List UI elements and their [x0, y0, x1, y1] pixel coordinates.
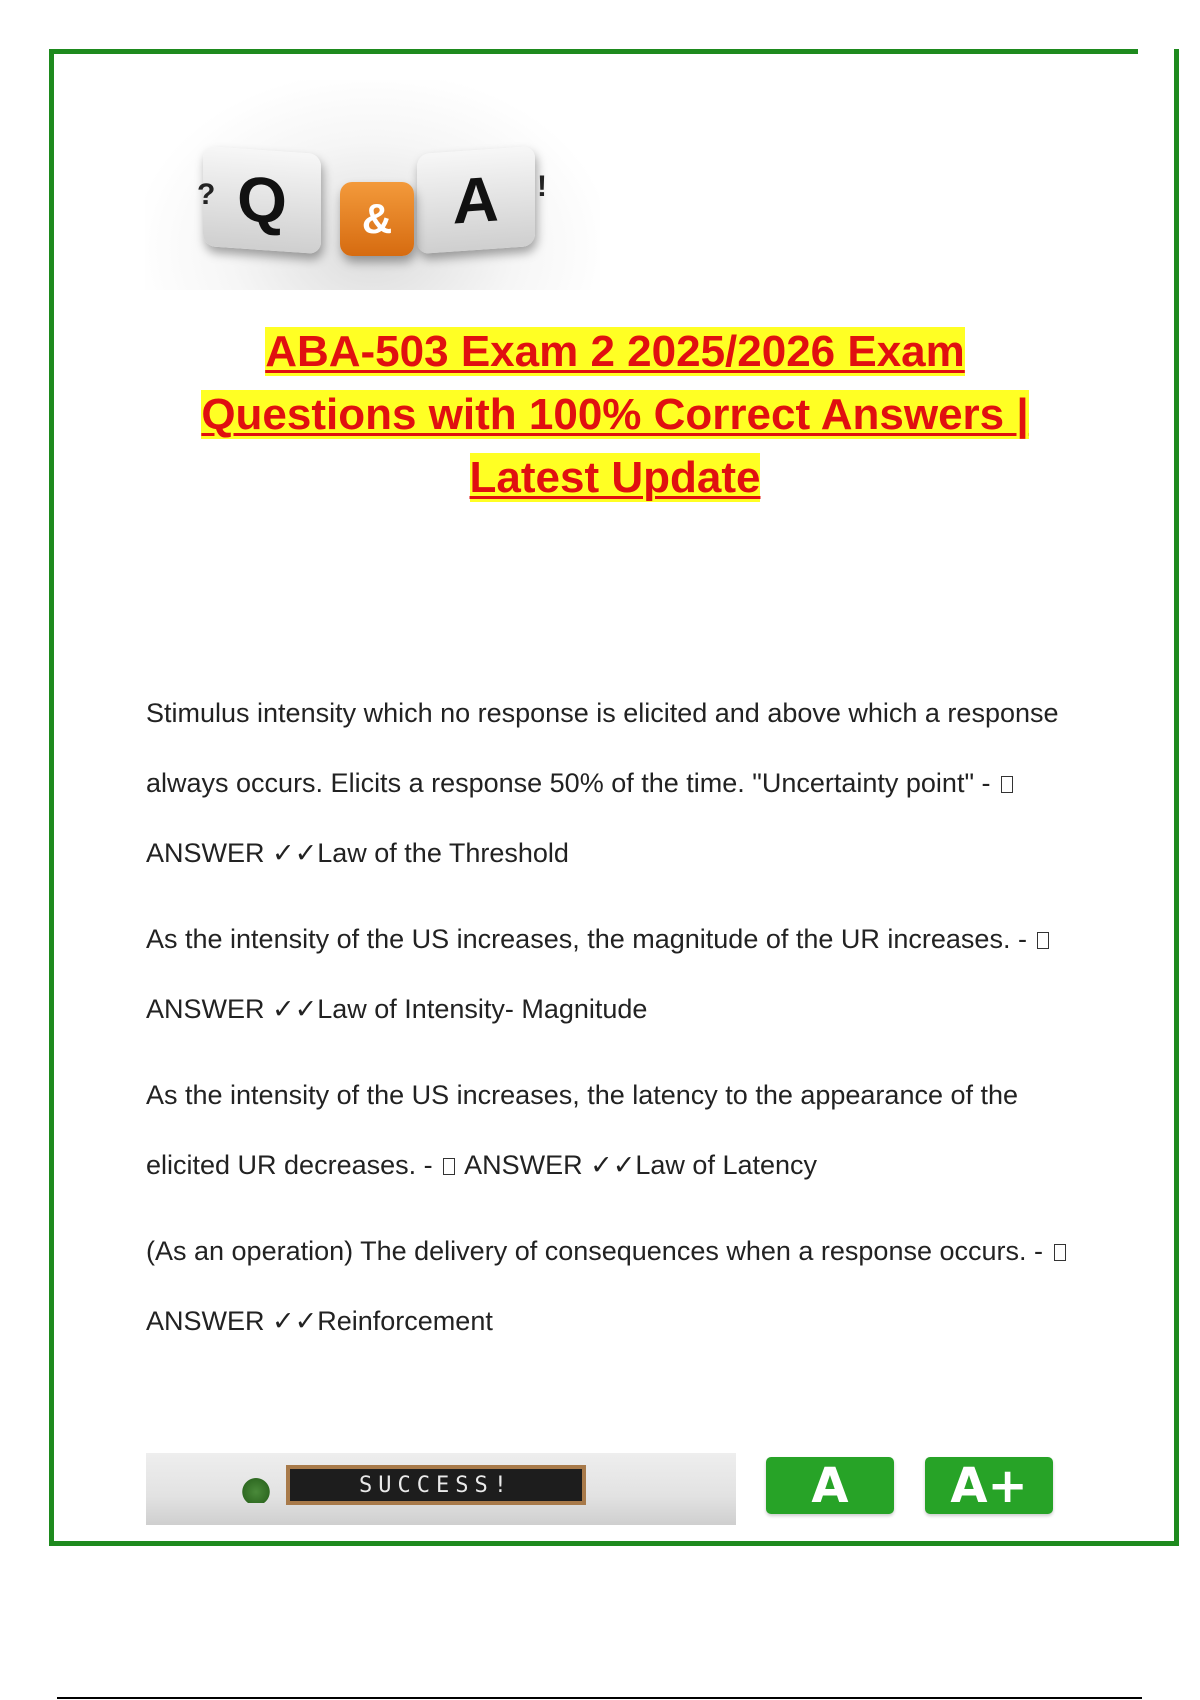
- grade-aplus-label: A+: [950, 1457, 1028, 1514]
- grade-aplus-badge: [925, 1457, 1053, 1514]
- qa-item: [146, 1216, 1106, 1356]
- qa-item: [146, 904, 1106, 1044]
- exclamation-mark: !: [537, 170, 547, 203]
- chalkboard: [286, 1465, 586, 1505]
- arrow-box-icon: [443, 1158, 455, 1175]
- document-title: [150, 320, 1080, 509]
- answer-text: ANSWER ✓✓Law of Intensity- Magnitude: [146, 994, 648, 1024]
- qa-dice-logo: [145, 80, 600, 290]
- q-die: [203, 146, 321, 254]
- a-letter: A: [452, 162, 500, 238]
- qa-list: [146, 678, 1106, 1372]
- footer-rule: [57, 1697, 1142, 1699]
- success-banner-image: [146, 1453, 736, 1525]
- a-die: [417, 146, 535, 254]
- border-gap: [1138, 49, 1174, 54]
- grade-a-label: A: [811, 1457, 849, 1514]
- question-text: As the intensity of the US increases, the latency to the appearance of the elicited UR decreases. -: [146, 1080, 1019, 1180]
- question-text: As the intensity of the US increases, the magnitude of the UR increases. -: [146, 924, 1035, 954]
- arrow-box-icon: [1001, 776, 1013, 793]
- q-letter: Q: [237, 162, 287, 238]
- question-mark: ?: [197, 178, 216, 211]
- answer-text: ANSWER ✓✓Reinforcement: [146, 1306, 493, 1336]
- arrow-box-icon: [1037, 932, 1049, 949]
- answer-text: ANSWER ✓✓Law of Latency: [464, 1150, 818, 1180]
- ampersand: &: [361, 195, 393, 242]
- grade-a-badge: [766, 1457, 894, 1514]
- qa-item: [146, 1060, 1106, 1200]
- title-line-3: Latest Update: [469, 453, 761, 502]
- question-text: (As an operation) The delivery of consequences when a response occurs. -: [146, 1236, 1051, 1266]
- title-line-2: Questions with 100% Correct Answers |: [201, 390, 1029, 439]
- plant-icon: [241, 1475, 271, 1503]
- arrow-box-icon: [1054, 1244, 1066, 1261]
- title-line-1: ABA-503 Exam 2 2025/2026 Exam: [265, 327, 965, 376]
- question-text: Stimulus intensity which no response is elicited and above which a response always occurs. Elicits a response 50% of the time. "Uncertainty point" -: [146, 698, 1059, 798]
- qa-item: [146, 678, 1106, 888]
- answer-text: ANSWER ✓✓Law of the Threshold: [146, 838, 569, 868]
- ampersand-die: [340, 182, 414, 256]
- banner-text: SUCCESS!: [359, 1472, 513, 1498]
